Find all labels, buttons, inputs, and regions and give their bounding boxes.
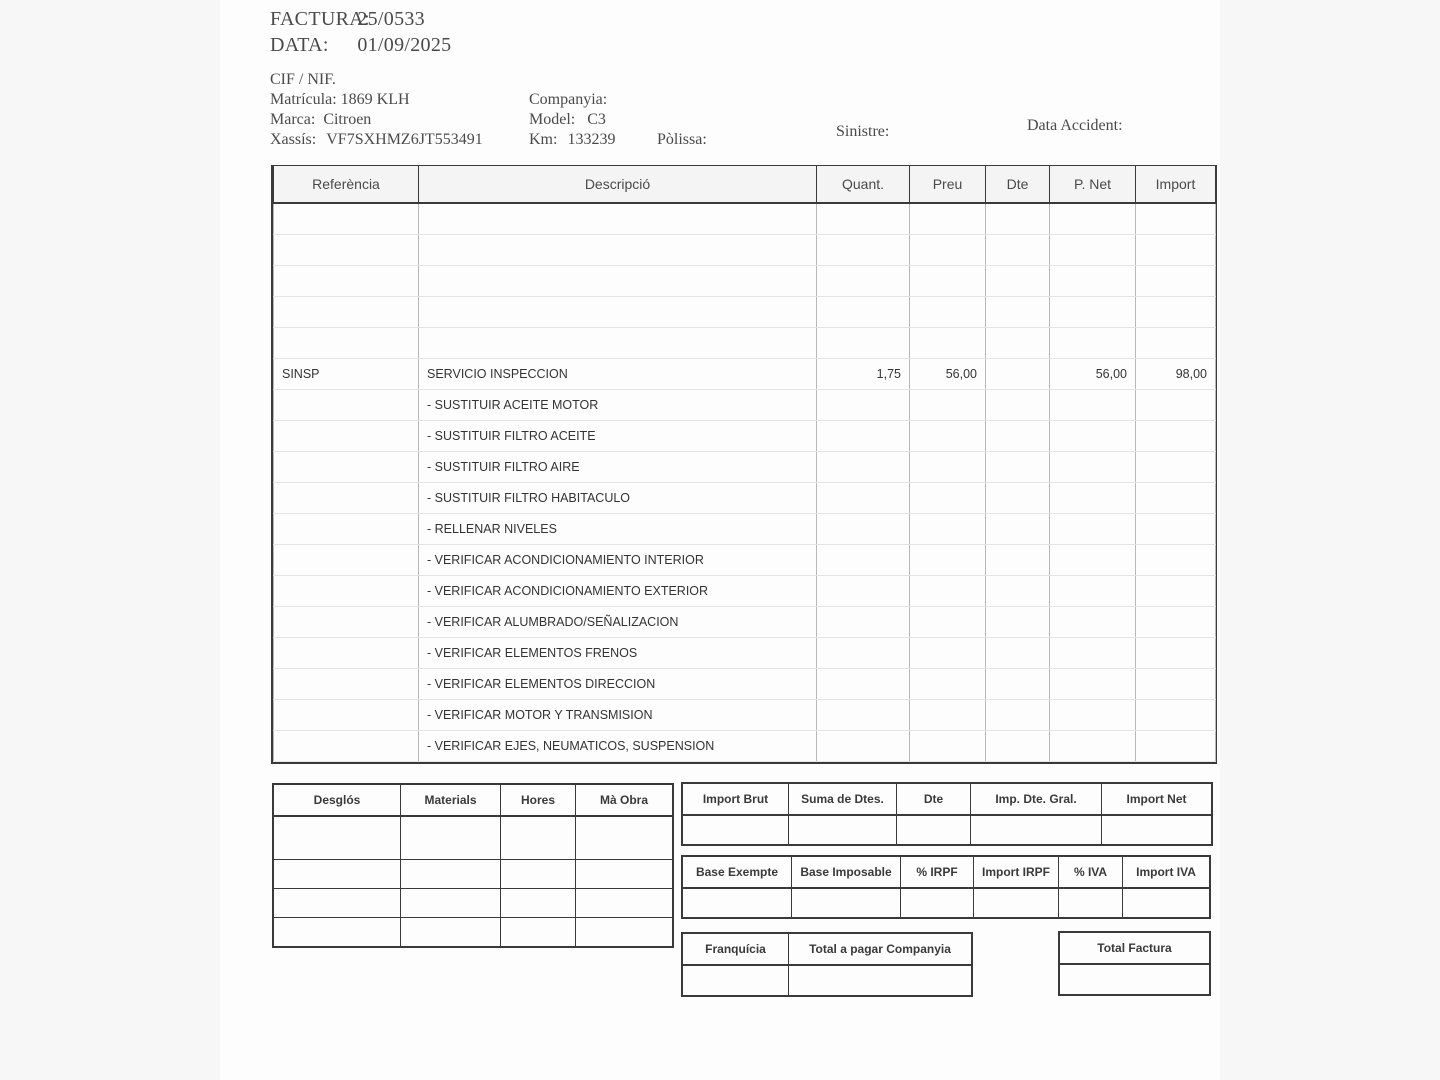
plate-label: Matrícula: (270, 91, 337, 108)
cell-desc: - VERIFICAR ACONDICIONAMIENTO INTERIOR (419, 545, 817, 576)
km-value: 133239 (567, 131, 616, 148)
invoice-date: 01/09/2025 (357, 34, 452, 56)
table-row (274, 545, 1216, 576)
cell-dte (986, 390, 1050, 421)
table-row (274, 203, 1216, 235)
cell-qty: 1,75 (817, 359, 910, 390)
cell-amount (1136, 390, 1216, 421)
cell-amount (1136, 421, 1216, 452)
policy-label: Pòlissa: (657, 131, 707, 148)
cell-net (1050, 607, 1136, 638)
cell-dte (986, 700, 1050, 731)
plate-value: 1869 KLH (340, 91, 410, 108)
breakdown-row (274, 918, 673, 947)
cell-net (1050, 576, 1136, 607)
brand-line (270, 110, 483, 130)
km-line (529, 130, 615, 150)
cell-amount (1136, 297, 1216, 328)
cell-net (1050, 266, 1136, 297)
vehicle-info-left (270, 70, 483, 150)
cell-ref (274, 576, 419, 607)
cell-amount (1136, 700, 1216, 731)
cell-desc (419, 235, 817, 266)
cell-desc: - RELLENAR NIVELES (419, 514, 817, 545)
cell-desc: - SUSTITUIR ACEITE MOTOR (419, 390, 817, 421)
cell-net (1050, 203, 1136, 235)
table-row (274, 266, 1216, 297)
chassis-line (270, 130, 483, 150)
table-row (274, 638, 1216, 669)
breakdown-header (274, 785, 673, 817)
table-row (274, 235, 1216, 266)
cell-dte (986, 607, 1050, 638)
cell-ref (274, 700, 419, 731)
total-value-row (1060, 964, 1210, 995)
cell-desc: - VERIFICAR ELEMENTOS FRENOS (419, 638, 817, 669)
total-invoice-label: Total Factura (1060, 933, 1210, 965)
cell-amount (1136, 514, 1216, 545)
cell-desc (419, 203, 817, 235)
col-header: Preu (910, 166, 986, 204)
cell-dte (986, 297, 1050, 328)
breakdown-col-header: Mà Obra (576, 785, 673, 817)
company-payment-box (681, 932, 973, 997)
invoice-header (270, 6, 451, 58)
cell-qty (817, 731, 910, 762)
model-line (529, 110, 615, 130)
cell-qty (817, 266, 910, 297)
company-values-row (683, 965, 972, 996)
cell-price (910, 297, 986, 328)
cell-price (910, 638, 986, 669)
cell-ref (274, 297, 419, 328)
cell-desc: SERVICIO INSPECCION (419, 359, 817, 390)
cell-price (910, 421, 986, 452)
tax-col-header: Base Exempte (683, 857, 792, 889)
cell-qty (817, 669, 910, 700)
cell-ref (274, 669, 419, 700)
breakdown-row (274, 889, 673, 918)
cell-qty (817, 390, 910, 421)
cell-net (1050, 390, 1136, 421)
table-row (274, 452, 1216, 483)
plate-line (270, 90, 483, 110)
table-row (274, 483, 1216, 514)
cell-price (910, 607, 986, 638)
cell-desc: - VERIFICAR ACONDICIONAMIENTO EXTERIOR (419, 576, 817, 607)
lines-table-header (274, 166, 1216, 204)
km-label: Km: (529, 131, 558, 148)
cell-net (1050, 514, 1136, 545)
cell-price (910, 266, 986, 297)
cell-ref (274, 607, 419, 638)
cell-amount (1136, 483, 1216, 514)
gross-col-header: Imp. Dte. Gral. (971, 784, 1102, 816)
cell-qty (817, 638, 910, 669)
cell-net (1050, 421, 1136, 452)
cell-qty (817, 452, 910, 483)
invoice-label: FACTURA: (270, 8, 370, 30)
cell-desc: - VERIFICAR ALUMBRADO/SEÑALIZACION (419, 607, 817, 638)
cell-desc: - SUSTITUIR FILTRO AIRE (419, 452, 817, 483)
cell-amount (1136, 235, 1216, 266)
cell-qty (817, 235, 910, 266)
cell-amount (1136, 545, 1216, 576)
cell-amount (1136, 266, 1216, 297)
tax-col-header: Base Imposable (792, 857, 901, 889)
col-header: Referència (274, 166, 419, 204)
cell-desc: - SUSTITUIR FILTRO ACEITE (419, 421, 817, 452)
cell-amount (1136, 669, 1216, 700)
cell-ref (274, 390, 419, 421)
cell-dte (986, 731, 1050, 762)
cell-net (1050, 545, 1136, 576)
chassis-label: Xassís: (270, 131, 317, 148)
cell-ref (274, 421, 419, 452)
cell-qty (817, 514, 910, 545)
table-row (274, 576, 1216, 607)
accident-date-label: Data Accident: (1027, 117, 1123, 134)
cell-desc (419, 328, 817, 359)
col-header: Import (1136, 166, 1216, 204)
lines-table-body (274, 203, 1216, 762)
tax-col-header: Import IVA (1123, 857, 1210, 889)
breakdown-col-header: Desglós (274, 785, 401, 817)
col-header: Quant. (817, 166, 910, 204)
cell-price: 56,00 (910, 359, 986, 390)
cell-price (910, 203, 986, 235)
table-row (274, 421, 1216, 452)
cell-price (910, 576, 986, 607)
cell-dte (986, 483, 1050, 514)
cell-qty (817, 328, 910, 359)
cell-ref (274, 483, 419, 514)
gross-col-header: Dte (897, 784, 971, 816)
cell-net (1050, 731, 1136, 762)
cell-ref (274, 203, 419, 235)
breakdown-row (274, 860, 673, 889)
tax-col-header: Import IRPF (974, 857, 1059, 889)
cell-ref (274, 731, 419, 762)
invoice-date-line (270, 32, 451, 58)
cell-net (1050, 235, 1136, 266)
tax-header (683, 857, 1210, 889)
cell-desc (419, 266, 817, 297)
tax-col-header: % IVA (1059, 857, 1123, 889)
cell-ref (274, 514, 419, 545)
tax-values-row (683, 888, 1210, 918)
cell-price (910, 731, 986, 762)
cell-price (910, 328, 986, 359)
cell-dte (986, 638, 1050, 669)
chassis-value: VF7SXHMZ6JT553491 (326, 131, 483, 148)
cell-dte (986, 452, 1050, 483)
cell-net (1050, 483, 1136, 514)
cell-ref (274, 545, 419, 576)
col-header: P. Net (1050, 166, 1136, 204)
table-row (274, 731, 1216, 762)
invoice-lines-table (271, 165, 1217, 764)
invoice-number-line (270, 6, 451, 32)
cell-price (910, 514, 986, 545)
cell-dte (986, 266, 1050, 297)
gross-values-row (683, 815, 1212, 845)
cell-net: 56,00 (1050, 359, 1136, 390)
cell-qty (817, 483, 910, 514)
table-row (274, 328, 1216, 359)
cell-dte (986, 359, 1050, 390)
cell-dte (986, 669, 1050, 700)
brand-label: Marca: (270, 111, 316, 128)
claim-label: Sinistre: (836, 123, 890, 140)
cell-amount (1136, 328, 1216, 359)
gross-header (683, 784, 1212, 816)
cell-ref (274, 266, 419, 297)
cell-amount: 98,00 (1136, 359, 1216, 390)
breakdown-col-header: Materials (401, 785, 501, 817)
gross-col-header: Import Net (1102, 784, 1212, 816)
cell-dte (986, 514, 1050, 545)
cell-dte (986, 203, 1050, 235)
company-col-header: Franquícia (683, 934, 789, 966)
breakdown-row (274, 816, 673, 860)
cell-qty (817, 700, 910, 731)
breakdown-col-header: Hores (501, 785, 576, 817)
table-row (274, 514, 1216, 545)
cell-dte (986, 235, 1050, 266)
cell-desc (419, 297, 817, 328)
col-header: Descripció (419, 166, 817, 204)
gross-col-header: Suma de Dtes. (789, 784, 897, 816)
tax-col-header: % IRPF (901, 857, 974, 889)
cell-ref (274, 235, 419, 266)
table-row (274, 700, 1216, 731)
gross-box (681, 782, 1213, 846)
cell-price (910, 390, 986, 421)
cell-price (910, 235, 986, 266)
table-row (274, 359, 1216, 390)
cell-ref (274, 638, 419, 669)
breakdown-box (272, 783, 674, 948)
cell-ref (274, 452, 419, 483)
cell-qty (817, 203, 910, 235)
cell-desc: - VERIFICAR EJES, NEUMATICOS, SUSPENSION (419, 731, 817, 762)
cell-net (1050, 297, 1136, 328)
table-row (274, 669, 1216, 700)
cell-net (1050, 638, 1136, 669)
table-row (274, 390, 1216, 421)
brand-value: Citroen (323, 111, 372, 128)
company-header (683, 934, 972, 966)
cell-price (910, 452, 986, 483)
tax-box (681, 855, 1211, 919)
cell-amount (1136, 576, 1216, 607)
cell-net (1050, 700, 1136, 731)
model-value: C3 (587, 111, 606, 128)
cell-qty (817, 576, 910, 607)
gross-col-header: Import Brut (683, 784, 789, 816)
cell-price (910, 700, 986, 731)
cell-desc: - VERIFICAR ELEMENTOS DIRECCION (419, 669, 817, 700)
cell-price (910, 669, 986, 700)
cell-amount (1136, 731, 1216, 762)
table-row (274, 297, 1216, 328)
model-label: Model: (529, 111, 576, 128)
cell-amount (1136, 203, 1216, 235)
cell-qty (817, 607, 910, 638)
cell-net (1050, 669, 1136, 700)
cell-dte (986, 545, 1050, 576)
cell-ref (274, 328, 419, 359)
cell-desc: - SUSTITUIR FILTRO HABITACULO (419, 483, 817, 514)
cell-qty (817, 297, 910, 328)
cell-dte (986, 576, 1050, 607)
cell-net (1050, 328, 1136, 359)
cell-dte (986, 421, 1050, 452)
total-invoice-box (1058, 931, 1211, 996)
invoice-number: 25/0533 (357, 8, 425, 30)
company-col-header: Total a pagar Companyia (789, 934, 972, 966)
cell-dte (986, 328, 1050, 359)
cell-net (1050, 452, 1136, 483)
cell-price (910, 545, 986, 576)
cif-label: CIF / NIF. (270, 71, 336, 88)
company-label: Companyia: (529, 91, 608, 108)
date-label: DATA: (270, 34, 329, 56)
cell-qty (817, 545, 910, 576)
table-row (274, 607, 1216, 638)
cell-amount (1136, 452, 1216, 483)
total-header (1060, 933, 1210, 965)
cell-amount (1136, 638, 1216, 669)
cell-price (910, 483, 986, 514)
col-header: Dte (986, 166, 1050, 204)
cell-desc: - VERIFICAR MOTOR Y TRANSMISION (419, 700, 817, 731)
cell-ref: SINSP (274, 359, 419, 390)
cell-amount (1136, 607, 1216, 638)
vehicle-info-right (529, 90, 615, 150)
cell-qty (817, 421, 910, 452)
